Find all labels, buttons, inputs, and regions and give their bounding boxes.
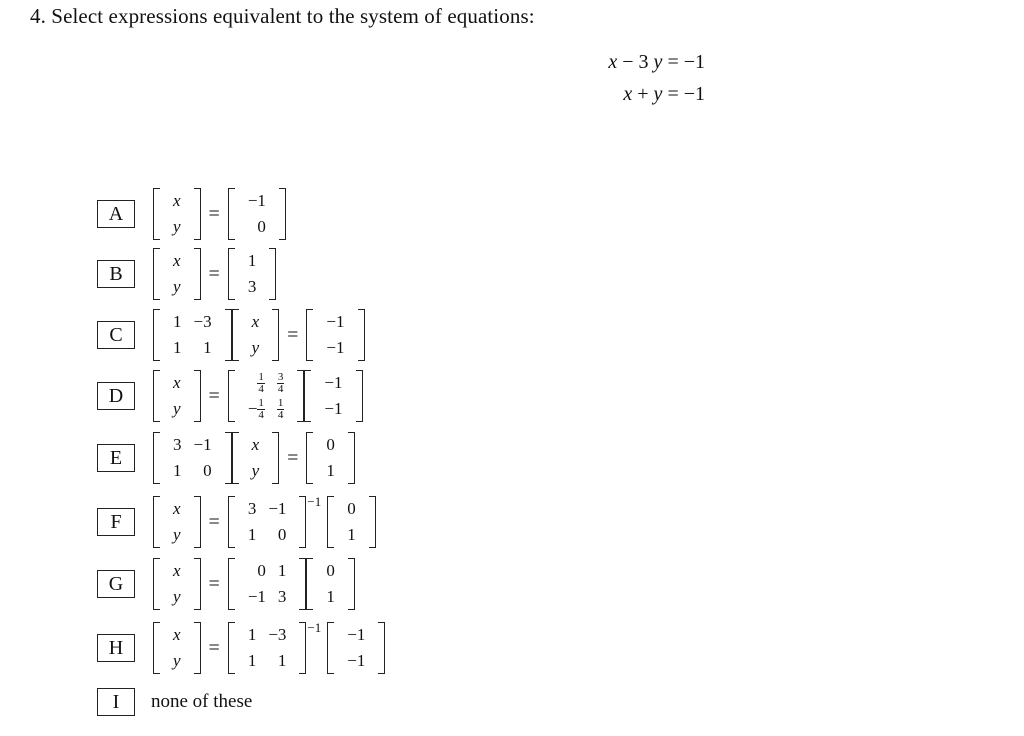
matrix-cell: −1 <box>324 399 343 418</box>
matrix-cell: 1 <box>326 587 335 606</box>
rhs-vector <box>327 622 385 674</box>
coefficient-matrix <box>228 496 307 548</box>
equals-sign: = <box>287 446 299 469</box>
fraction-numerator: 1 <box>258 371 264 384</box>
var-y: y <box>173 217 181 236</box>
equation-1 <box>560 46 705 78</box>
choice-c <box>97 307 365 363</box>
matrix-cell: 1 <box>203 338 212 357</box>
var-x: x <box>173 561 181 580</box>
matrix-cell: 0 <box>277 525 287 544</box>
fraction <box>277 372 285 395</box>
matrix-cell: 3 <box>173 435 182 454</box>
choice-d-expression <box>153 368 363 424</box>
var-x: x <box>251 312 260 331</box>
matrix-cell: 0 <box>326 435 335 454</box>
matrix-cell: −1 <box>247 191 266 210</box>
choice-g <box>97 556 355 612</box>
equals-sign: = <box>287 323 299 346</box>
matrix-cell: 1 <box>277 651 287 670</box>
choice-a <box>97 186 286 242</box>
fraction-numerator: 1 <box>258 397 264 410</box>
choice-d-button[interactable]: D <box>97 382 135 410</box>
var-x: x <box>173 191 181 210</box>
matrix-cell: −1 <box>247 587 266 606</box>
xy-vector <box>153 370 201 422</box>
fraction-denominator: 4 <box>277 383 284 396</box>
choice-i <box>97 674 252 730</box>
var-x: x <box>173 373 181 392</box>
rhs-vector <box>228 248 277 300</box>
matrix-cell <box>242 396 271 422</box>
eq2-y: y <box>653 83 663 105</box>
none-of-these-label: none of these <box>151 691 253 712</box>
choice-h <box>97 620 385 676</box>
eq2-rhs: = −1 <box>662 83 705 105</box>
choice-c-expression <box>153 307 365 363</box>
coefficient-matrix <box>153 309 232 361</box>
equation-system <box>560 46 705 110</box>
choice-a-button[interactable]: A <box>97 200 135 228</box>
choice-e-button[interactable]: E <box>97 444 135 472</box>
var-y: y <box>173 587 181 606</box>
coefficient-matrix <box>228 558 307 610</box>
var-x: x <box>173 251 181 270</box>
var-y: y <box>173 277 181 296</box>
matrix-cell: −1 <box>324 373 343 392</box>
var-y: y <box>173 651 181 670</box>
xy-vector <box>153 496 201 548</box>
matrix-cell: −1 <box>268 499 287 518</box>
xy-vector <box>232 432 280 484</box>
fraction-denominator: 4 <box>258 383 264 396</box>
choice-h-expression <box>153 620 385 676</box>
question-text: 4. Select expressions equivalent to the system of equations: <box>30 4 535 28</box>
var-x: x <box>173 499 181 518</box>
choice-e <box>97 430 355 486</box>
eq1-x: x <box>608 51 618 73</box>
rhs-vector <box>327 496 376 548</box>
choice-f-expression <box>153 494 376 550</box>
fraction <box>277 398 285 421</box>
matrix-cell: −3 <box>193 312 212 331</box>
rhs-vector <box>304 370 362 422</box>
fraction-numerator: 3 <box>277 371 284 384</box>
matrix-cell: 1 <box>173 338 182 357</box>
choice-h-button[interactable]: H <box>97 634 135 662</box>
equals-sign: = <box>208 636 220 659</box>
matrix-cell <box>242 370 271 396</box>
inverse-matrix <box>228 370 305 422</box>
choice-e-expression <box>153 430 355 486</box>
matrix-cell: 3 <box>247 499 257 518</box>
var-x: x <box>173 625 181 644</box>
matrix-cell: 1 <box>247 625 257 644</box>
equals-sign: = <box>208 262 220 285</box>
matrix-cell: 1 <box>247 525 257 544</box>
choice-f <box>97 494 376 550</box>
rhs-vector <box>306 309 364 361</box>
matrix-cell: 3 <box>247 277 257 296</box>
matrix-cell: 0 <box>326 561 335 580</box>
equals-sign: = <box>208 510 220 533</box>
eq1-rhs: = −1 <box>662 51 705 73</box>
equals-sign: = <box>208 202 220 225</box>
choice-b-expression <box>153 246 276 302</box>
var-y: y <box>173 525 181 544</box>
xy-vector <box>232 309 280 361</box>
choice-f-button[interactable]: F <box>97 508 135 536</box>
eq1-op: − 3 <box>617 51 654 73</box>
equals-sign: = <box>208 384 220 407</box>
choice-b-button[interactable]: B <box>97 260 135 288</box>
rhs-vector <box>306 432 355 484</box>
var-y: y <box>251 338 260 357</box>
fraction <box>257 372 265 395</box>
fraction <box>257 398 265 421</box>
choice-a-expression <box>153 186 286 242</box>
eq1-y: y <box>653 51 663 73</box>
fraction-numerator: 1 <box>277 397 284 410</box>
matrix-cell: −3 <box>268 625 287 644</box>
xy-vector <box>153 248 201 300</box>
matrix-cell: 1 <box>277 561 287 580</box>
choice-g-button[interactable]: G <box>97 570 135 598</box>
matrix-cell: −1 <box>326 312 345 331</box>
coefficient-matrix <box>228 622 307 674</box>
matrix-cell: −1 <box>193 435 212 454</box>
choice-b <box>97 246 276 302</box>
xy-vector <box>153 558 201 610</box>
matrix-cell: 0 <box>203 461 212 480</box>
inverse-exponent: −1 <box>307 494 322 509</box>
matrix-cell: 1 <box>173 461 182 480</box>
matrix-cell: −1 <box>326 338 345 357</box>
coefficient-matrix <box>153 432 232 484</box>
var-x: x <box>251 435 260 454</box>
choice-d <box>97 368 363 424</box>
matrix-cell: 1 <box>247 651 257 670</box>
matrix-cell: −1 <box>347 651 366 670</box>
fraction-denominator: 4 <box>277 409 284 422</box>
matrix-cell: 0 <box>257 561 266 580</box>
matrix-cell: 1 <box>247 251 257 270</box>
matrix-cell: 1 <box>173 312 182 331</box>
eq2-x: x <box>623 83 633 105</box>
rhs-vector <box>306 558 355 610</box>
choice-c-button[interactable]: C <box>97 321 135 349</box>
matrix-cell <box>271 396 291 422</box>
choice-i-button[interactable]: I <box>97 688 135 716</box>
fraction-denominator: 4 <box>258 409 264 422</box>
equals-sign: = <box>208 572 220 595</box>
var-y: y <box>251 461 260 480</box>
inverse-exponent: −1 <box>307 620 322 635</box>
xy-vector <box>153 622 201 674</box>
matrix-cell: −1 <box>347 625 366 644</box>
rhs-vector <box>228 188 286 240</box>
xy-vector <box>153 188 201 240</box>
matrix-cell <box>271 370 291 396</box>
eq2-op: + <box>632 83 654 105</box>
matrix-cell: 0 <box>347 499 356 518</box>
matrix-cell: 3 <box>277 587 287 606</box>
var-y: y <box>173 399 181 418</box>
matrix-cell: 0 <box>257 217 266 236</box>
choice-g-expression <box>153 556 355 612</box>
fraction-sign: − <box>247 398 258 418</box>
equation-2 <box>560 78 705 110</box>
matrix-cell: 1 <box>326 461 335 480</box>
matrix-cell: 1 <box>347 525 356 544</box>
